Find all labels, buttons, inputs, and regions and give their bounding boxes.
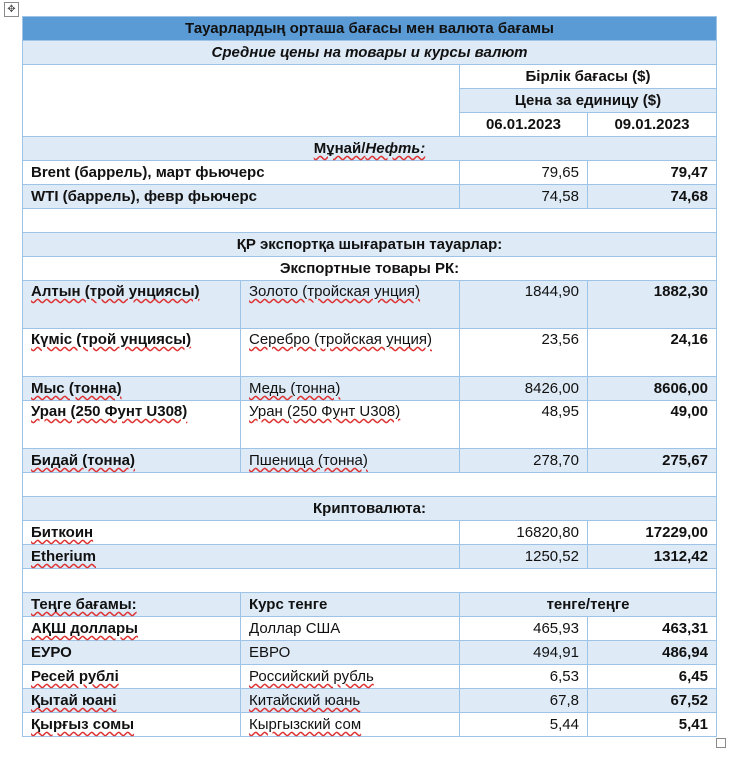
export-ru (241, 449, 460, 473)
fx-kk: ЕУРО (23, 641, 241, 665)
export-value-2: 275,67 (588, 449, 717, 473)
crypto-name (23, 545, 460, 569)
oil-header-row (23, 137, 717, 161)
fx-ru (241, 665, 460, 689)
fx-kk-text: Ресей рублі (31, 668, 119, 685)
fx-ru: Доллар США (241, 617, 460, 641)
subtitle-row (23, 41, 717, 65)
prices-table (22, 16, 717, 737)
unit-kk: Бірлік бағасы ($) (460, 65, 717, 89)
export-ru-text: Пшеница (тонна) (249, 452, 368, 469)
oil-value-1: 79,65 (460, 161, 588, 185)
oil-name: WTI (баррель), февр фьючерс (23, 185, 460, 209)
crypto-row (23, 545, 717, 569)
title-kk: Тауарлардың орташа бағасы мен валюта бағамы (23, 17, 717, 41)
export-row (23, 329, 717, 377)
export-ru-text: Золото (тройская унция) (249, 283, 421, 300)
export-kk (23, 281, 241, 329)
export-kk (23, 329, 241, 377)
date-2: 09.01.2023 (588, 113, 717, 137)
export-ru (241, 401, 460, 449)
spacer-cell (23, 569, 717, 593)
fx-row (23, 641, 717, 665)
fx-value-2: 486,94 (588, 641, 717, 665)
fx-kk (23, 713, 241, 737)
fx-kk-text: Қытай юані (31, 692, 117, 709)
spacer-row (23, 209, 717, 233)
export-row (23, 281, 717, 329)
export-value-1: 8426,00 (460, 377, 588, 401)
crypto-value-2: 17229,00 (588, 521, 717, 545)
export-header-kk: ҚР экспортқа шығаратын тауарлар: (23, 233, 717, 257)
export-ru-text: Уран (250 Фунт U308) (249, 403, 401, 420)
table-resize-handle[interactable] (716, 738, 726, 748)
fx-ru: ЕВРО (241, 641, 460, 665)
oil-header-kk: Мұнай/ (313, 140, 366, 157)
header-blank-cell (23, 65, 460, 137)
title-ru: Средние цены на товары и курсы валют (23, 41, 717, 65)
fx-value-1: 67,8 (460, 689, 588, 713)
fx-value-2: 5,41 (588, 713, 717, 737)
export-header-ru-row (23, 257, 717, 281)
crypto-header: Криптовалюта: (23, 497, 717, 521)
fx-ru (241, 689, 460, 713)
fx-value-2: 463,31 (588, 617, 717, 641)
export-kk-text: Алтын (трой унциясы) (31, 283, 200, 300)
export-value-2: 1882,30 (588, 281, 717, 329)
export-kk (23, 401, 241, 449)
crypto-value-2: 1312,42 (588, 545, 717, 569)
fx-header-kk (23, 593, 241, 617)
fx-value-1: 6,53 (460, 665, 588, 689)
export-ru (241, 329, 460, 377)
export-kk (23, 377, 241, 401)
fx-ru-text: Кыргызский сом (249, 716, 362, 733)
fx-header-ru: Курс тенге (241, 593, 460, 617)
export-value-1: 1844,90 (460, 281, 588, 329)
fx-kk (23, 689, 241, 713)
export-kk-text: Бидай (тонна) (31, 452, 136, 469)
export-kk (23, 449, 241, 473)
crypto-name (23, 521, 460, 545)
crypto-name-text: Биткоин (31, 524, 94, 541)
export-value-2: 49,00 (588, 401, 717, 449)
spacer-row (23, 473, 717, 497)
oil-row (23, 161, 717, 185)
crypto-value-1: 16820,80 (460, 521, 588, 545)
export-kk-text: Уран (250 Фунт U308) (31, 403, 188, 420)
export-row (23, 377, 717, 401)
oil-row (23, 185, 717, 209)
spacer-cell (23, 473, 717, 497)
oil-value-2: 74,68 (588, 185, 717, 209)
fx-value-1: 465,93 (460, 617, 588, 641)
export-value-1: 278,70 (460, 449, 588, 473)
export-kk-text: Мыс (тонна) (31, 380, 122, 397)
fx-value-2: 6,45 (588, 665, 717, 689)
unit-ru: Цена за единицу ($) (460, 89, 717, 113)
export-row (23, 401, 717, 449)
fx-row (23, 713, 717, 737)
oil-value-1: 74,58 (460, 185, 588, 209)
export-value-2: 8606,00 (588, 377, 717, 401)
oil-value-2: 79,47 (588, 161, 717, 185)
crypto-header-row (23, 497, 717, 521)
fx-row (23, 689, 717, 713)
oil-header (23, 137, 717, 161)
title-row (23, 17, 717, 41)
crypto-value-1: 1250,52 (460, 545, 588, 569)
fx-header-row (23, 593, 717, 617)
fx-ru (241, 713, 460, 737)
date-1: 06.01.2023 (460, 113, 588, 137)
export-ru (241, 281, 460, 329)
oil-name: Brent (баррель), март фьючерс (23, 161, 460, 185)
export-header-kk-row (23, 233, 717, 257)
export-row (23, 449, 717, 473)
export-ru-text: Серебро (тройская унция) (249, 331, 432, 348)
export-ru (241, 377, 460, 401)
fx-kk (23, 617, 241, 641)
fx-value-1: 5,44 (460, 713, 588, 737)
export-value-1: 48,95 (460, 401, 588, 449)
fx-header-kk-text: Теңге бағамы: (31, 596, 137, 613)
export-value-1: 23,56 (460, 329, 588, 377)
spacer-cell (23, 209, 717, 233)
fx-kk (23, 665, 241, 689)
oil-header-ru: Нефть: (365, 140, 426, 157)
fx-ru-text: Китайский юань (249, 692, 361, 709)
crypto-row (23, 521, 717, 545)
fx-row (23, 665, 717, 689)
crypto-name-text: Etherium (31, 548, 97, 565)
fx-value-1: 494,91 (460, 641, 588, 665)
export-kk-text: Күміс (трой унциясы) (31, 331, 192, 348)
export-header-ru: Экспортные товары РК: (23, 257, 717, 281)
table-move-handle-icon[interactable]: ✥ (4, 2, 19, 17)
fx-value-2: 67,52 (588, 689, 717, 713)
fx-row (23, 617, 717, 641)
fx-ru-text: Российский рубль (249, 668, 374, 685)
fx-kk-text: АҚШ доллары (31, 620, 138, 637)
unit-kk-row (23, 65, 717, 89)
export-value-2: 24,16 (588, 329, 717, 377)
fx-kk-text: Қырғыз сомы (31, 716, 135, 733)
export-ru-text: Медь (тонна) (249, 380, 341, 397)
spacer-row (23, 569, 717, 593)
fx-header-unit: тенге/теңге (460, 593, 717, 617)
